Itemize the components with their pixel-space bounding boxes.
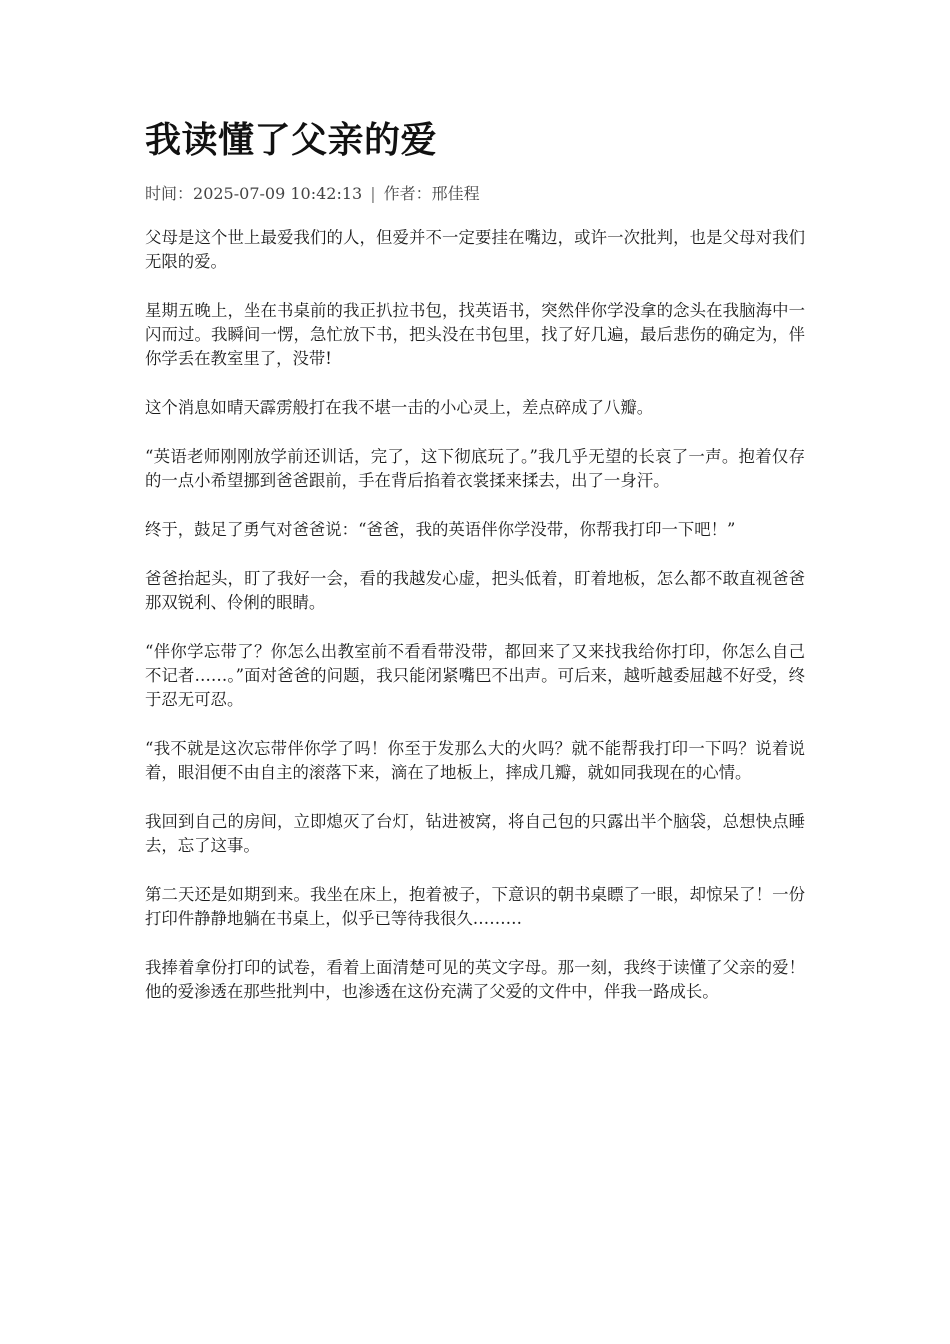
meta-separator: | bbox=[370, 184, 376, 203]
paragraph: 我回到自己的房间，立即熄灭了台灯，钻进被窝，将自己包的只露出半个脑袋，总想快点睡去，忘了这事。 bbox=[145, 812, 805, 855]
paragraph: 我捧着拿份打印的试卷，看着上面清楚可见的英文字母。那一刻，我终于读懂了父亲的爱！他的爱渗透在那些批判中，也渗透在这份充满了父爱的文件中，伴我一路成长。 bbox=[145, 958, 805, 1001]
article-meta bbox=[145, 182, 805, 206]
article-body bbox=[145, 226, 805, 1004]
paragraph: 星期五晚上，坐在书桌前的我正扒拉书包，找英语书，突然伴你学没拿的念头在我脑海中一闪而过。我瞬间一愣，急忙放下书，把头没在书包里，找了好几遍，最后悲伤的确定为，伴你学丢在教室里了，没带! bbox=[145, 301, 805, 368]
paragraph: “伴你学忘带了？你怎么出教室前不看看带没带，都回来了又来找我给你打印，你怎么自己不记者……。”面对爸爸的问题，我只能闭紧嘴巴不出声。可后来，越听越委屈越不好受，终于忍无可忍。 bbox=[145, 642, 805, 709]
publish-time: 2025-07-09 10:42:13 bbox=[193, 184, 363, 203]
paragraph: 爸爸抬起头，盯了我好一会，看的我越发心虚，把头低着，盯着地板，怎么都不敢直视爸爸那双锐利、伶俐的眼睛。 bbox=[145, 569, 805, 612]
paragraph: 终于，鼓足了勇气对爸爸说：“爸爸，我的英语伴你学没带，你帮我打印一下吧！” bbox=[145, 520, 736, 539]
paragraph: 这个消息如晴天霹雳般打在我不堪一击的小心灵上，差点碎成了八瓣。 bbox=[145, 398, 654, 417]
paragraph: 第二天还是如期到来。我坐在床上，抱着被子，下意识的朝书桌瞟了一眼，却惊呆了！一份打印件静静地躺在书桌上，似乎已等待我很久……… bbox=[145, 885, 805, 928]
paragraph: “我不就是这次忘带伴你学了吗！你至于发那么大的火吗？就不能帮我打印一下吗？说着说着，眼泪便不由自主的滚落下来，滴在了地板上，摔成几瓣，就如同我现在的心情。 bbox=[145, 739, 805, 782]
author-label: 作者： bbox=[383, 184, 432, 203]
time-label: 时间： bbox=[145, 184, 194, 203]
paragraph: 父母是这个世上最爱我们的人，但爱并不一定要挂在嘴边，或许一次批判，也是父母对我们无限的爱。 bbox=[145, 228, 805, 271]
paragraph: “英语老师刚刚放学前还训话，完了，这下彻底玩了。”我几乎无望的长哀了一声。抱着仅存的一点小希望挪到爸爸跟前，手在背后掐着衣裳揉来揉去，出了一身汗。 bbox=[145, 447, 805, 490]
author-name: 邢佳程 bbox=[431, 184, 480, 203]
article bbox=[145, 112, 805, 1029]
article-title: 我读懂了父亲的爱 bbox=[145, 119, 438, 161]
